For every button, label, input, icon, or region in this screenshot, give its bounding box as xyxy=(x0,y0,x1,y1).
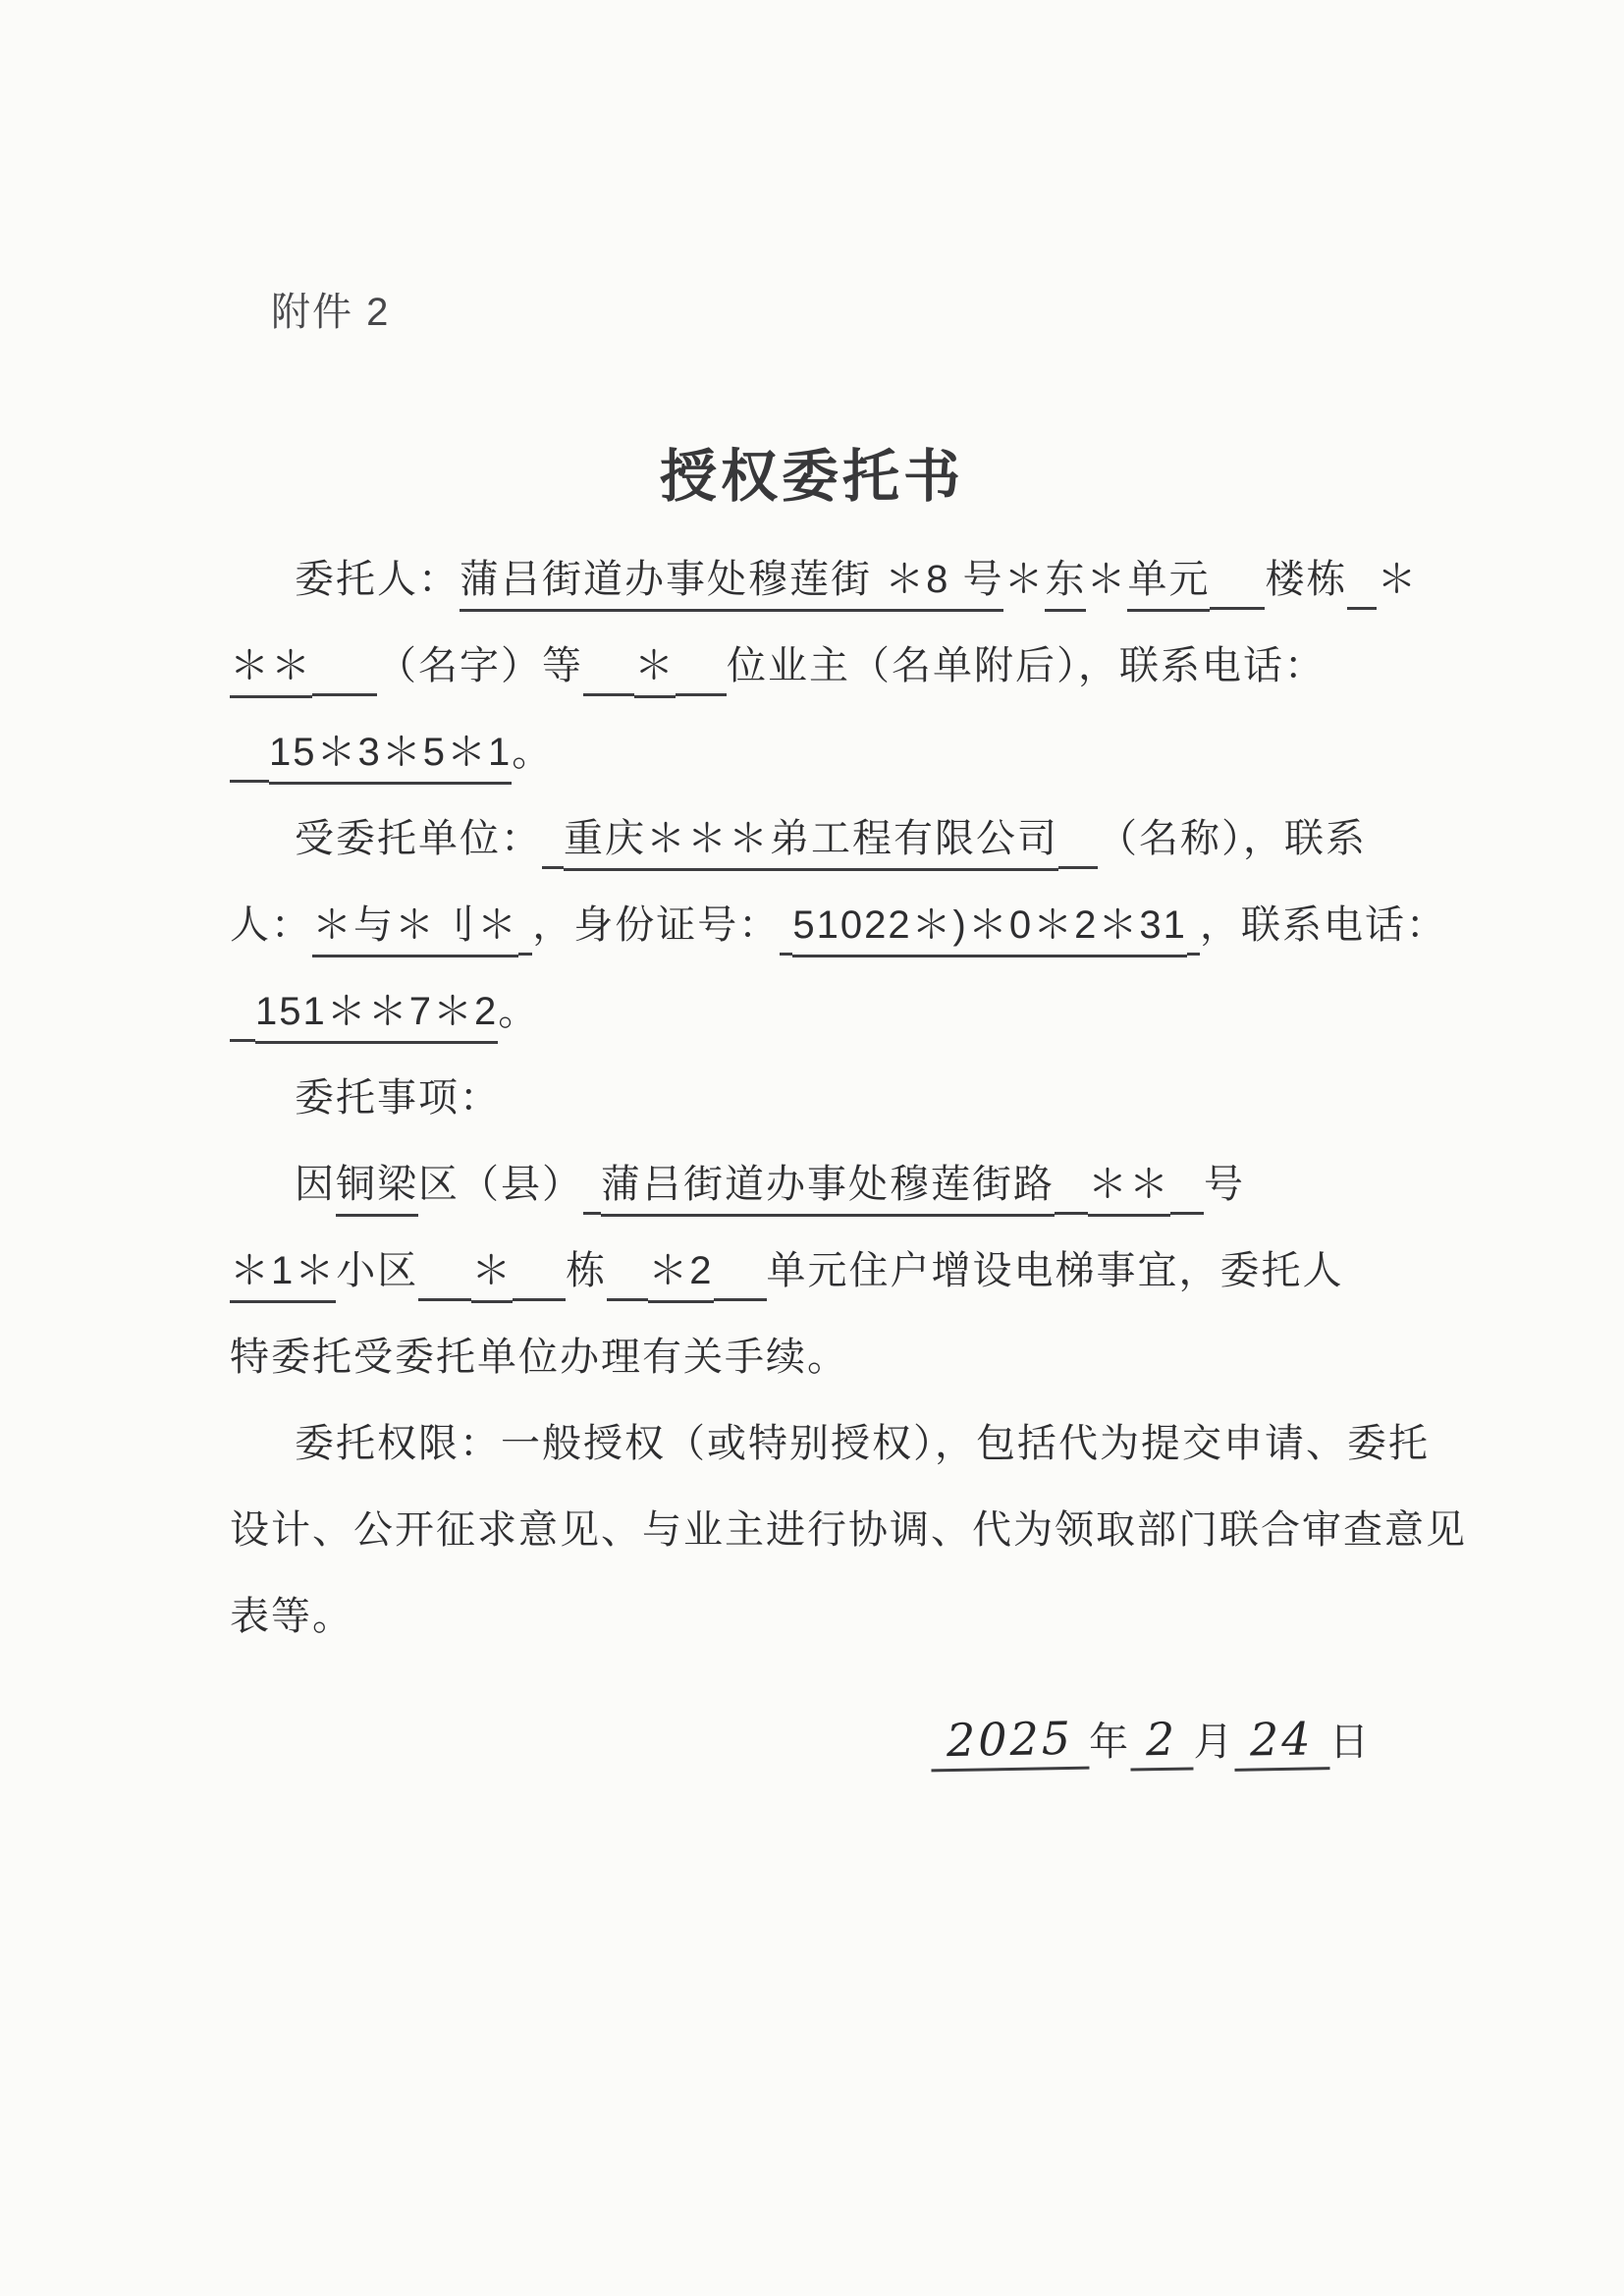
text-segment: 委托事项： xyxy=(295,1076,501,1120)
fill-in-segment: ＊＊ xyxy=(230,634,312,698)
fill-in-segment: 铜梁 xyxy=(336,1153,418,1217)
text-segment: 表等。 xyxy=(230,1595,353,1638)
text-segment: 委托权限：一般授权（或特别授权），包括代为提交申请、委托 xyxy=(295,1422,1430,1465)
fill-in-segment: ＊1＊ xyxy=(230,1239,336,1303)
doc-line xyxy=(230,1412,1447,1499)
fill-in-segment xyxy=(1187,903,1200,956)
text-segment: 区（县） xyxy=(418,1163,583,1206)
text-segment: ＊ xyxy=(1086,558,1128,601)
text-segment: 。 xyxy=(498,990,540,1033)
document-body xyxy=(230,548,1467,1671)
text-segment: 因 xyxy=(295,1163,336,1206)
fill-in-segment: 151＊＊7＊2 xyxy=(255,980,498,1044)
text-segment: 号 xyxy=(1204,1163,1245,1206)
fill-in-segment xyxy=(1170,1163,1204,1215)
attachment-label: 附件 2 xyxy=(271,291,391,334)
fill-in-segment: 15＊3＊5＊1 xyxy=(269,721,512,785)
fill-in-segment: ＊ xyxy=(634,634,676,698)
doc-line xyxy=(230,634,1447,721)
fill-in-segment xyxy=(583,644,634,696)
text-segment: ＊ xyxy=(1003,558,1046,601)
text-segment: （名字）等 xyxy=(377,644,583,687)
date-month-label: 月 xyxy=(1193,1721,1235,1764)
fill-in-segment xyxy=(230,731,269,783)
text-segment: 特委托受委托单位办理有关手续。 xyxy=(230,1336,848,1379)
text-segment: 单元住户增设电梯事宜，委托人 xyxy=(766,1249,1344,1292)
fill-in-segment xyxy=(583,1163,601,1215)
text-segment: 人： xyxy=(230,903,312,947)
text-segment: 楼栋 xyxy=(1265,558,1348,601)
date-line xyxy=(0,1711,1624,1771)
doc-line xyxy=(230,980,1447,1066)
text-segment: 设计、公开征求意见、与业主进行协调、代为领取部门联合审查意见 xyxy=(230,1508,1467,1552)
fill-in-segment: ＊2 xyxy=(648,1239,713,1303)
fill-in-segment: 51022＊)＊0＊2＊31 xyxy=(792,894,1187,957)
text-segment: 栋 xyxy=(566,1249,608,1292)
text-segment: ＊ xyxy=(1377,558,1419,601)
text-segment: 。 xyxy=(512,731,554,774)
fill-in-segment xyxy=(714,1249,767,1301)
fill-in-segment xyxy=(518,903,532,956)
text-segment: 受委托单位： xyxy=(295,817,542,860)
doc-line xyxy=(230,1326,1447,1412)
date-year-value: 2025 xyxy=(931,1712,1090,1773)
fill-in-segment: ＊＊ xyxy=(1088,1153,1170,1217)
fill-in-segment xyxy=(1210,558,1265,610)
date-day-label: 日 xyxy=(1329,1721,1371,1764)
doc-line xyxy=(230,807,1447,894)
doc-line xyxy=(230,548,1447,634)
doc-line xyxy=(230,1153,1447,1239)
doc-line xyxy=(230,1239,1447,1326)
fill-in-segment: 单元 xyxy=(1127,548,1210,612)
fill-in-segment: ＊与＊刂＊ xyxy=(312,894,518,957)
fill-in-segment: 重庆＊＊＊弟工程有限公司 xyxy=(564,807,1058,871)
text-segment: ，联系电话： xyxy=(1200,903,1447,947)
fill-in-segment xyxy=(780,903,792,956)
page-title: 授权委托书 xyxy=(659,445,964,509)
fill-in-segment xyxy=(542,817,564,869)
fill-in-segment xyxy=(230,990,255,1042)
fill-in-segment xyxy=(1347,558,1377,610)
fill-in-segment: 东 xyxy=(1045,548,1086,612)
date-day-value: 24 xyxy=(1234,1712,1330,1772)
date-year-label: 年 xyxy=(1089,1721,1131,1764)
doc-line xyxy=(230,1585,1447,1671)
fill-in-segment xyxy=(607,1249,648,1301)
text-segment: （名称），联系 xyxy=(1098,817,1367,860)
fill-in-segment: 蒲吕街道办事处穆莲街路 xyxy=(601,1153,1055,1217)
fill-in-segment xyxy=(1058,817,1098,869)
text-segment: 委托人： xyxy=(295,558,460,601)
doc-line xyxy=(230,1066,1447,1153)
date-month-value: 2 xyxy=(1130,1712,1194,1771)
fill-in-segment xyxy=(418,1249,471,1301)
fill-in-segment: 蒲吕街道办事处穆莲街 ＊8 号 xyxy=(460,548,1003,612)
fill-in-segment xyxy=(312,644,377,696)
fill-in-segment: ＊ xyxy=(471,1239,513,1303)
fill-in-segment xyxy=(676,644,727,696)
text-segment: 小区 xyxy=(336,1249,419,1292)
doc-line xyxy=(230,894,1447,980)
text-segment: 位业主（名单附后），联系电话： xyxy=(727,644,1326,687)
doc-line xyxy=(230,1499,1467,1585)
text-segment: ，身份证号： xyxy=(532,903,781,947)
doc-line xyxy=(230,721,1447,807)
fill-in-segment xyxy=(513,1249,566,1301)
fill-in-segment xyxy=(1055,1163,1088,1215)
